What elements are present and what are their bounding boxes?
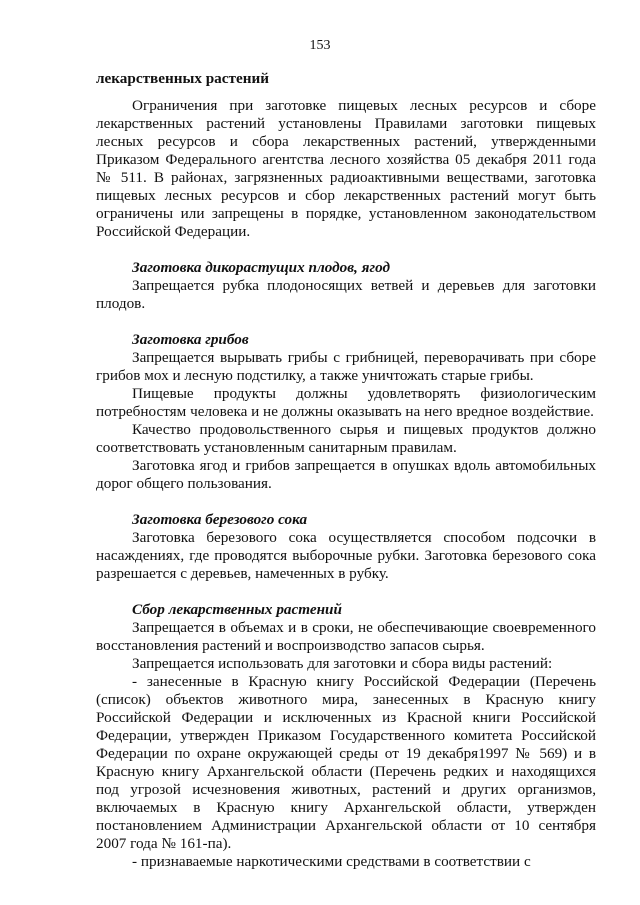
page-number: 153	[309, 38, 331, 53]
section-berries	[96, 259, 596, 313]
continued-heading: лекарственных растений	[96, 70, 269, 87]
paragraph: Заготовка ягод и грибов запрещается в опушках вдоль автомобильных дорог общего пользования.	[96, 457, 596, 492]
paragraph: Запрещается рубка плодоносящих ветвей и деревьев для заготовки плодов.	[96, 277, 596, 312]
paragraph: Запрещается использовать для заготовки и сбора виды растений:	[132, 655, 553, 672]
section-medicinal-plants	[96, 601, 596, 871]
section-title: Сбор лекарственных растений	[132, 601, 342, 618]
list-item: - признаваемые наркотическими средствами в соответствии с	[132, 853, 531, 870]
paragraph: Запрещается в объемах и в сроки, не обеспечивающие своевременного восстановления растений и воспроизводство запасов сырья.	[96, 619, 596, 654]
paragraph: Пищевые продукты должны удовлетворять физиологическим потребностям человека и не должны оказывать на него вредное воздействие.	[96, 385, 596, 420]
section-title: Заготовка грибов	[132, 331, 249, 348]
section-birch-sap	[96, 511, 596, 583]
section-title: Заготовка березового сока	[132, 511, 308, 528]
paragraph: Запрещается вырывать грибы с грибницей, переворачивать при сборе грибов мох и лесную подстилку, а также уничтожать старые грибы.	[96, 349, 596, 384]
intro-paragraph: Ограничения при заготовке пищевых лесных ресурсов и сборе лекарственных растений установлены Правилами заготовки пищевых лесных ресурсов и сбора лекарственных растений, утвержденными Приказом Федерального агентства лесного хозяйства 05 декабря 2011 года № 511. В районах, загрязненных радиоактивными веществами, заготовка пищевых лесных ресурсов и сбор лекарственных растений могут быть ограничены или запрещены в порядке, установленном законодательством Российской Федерации.	[96, 97, 596, 240]
paragraph: Заготовка березового сока осуществляется способом подсочки в насаждениях, где проводятся выборочные рубки. Заготовка березового сока разрешается с деревьев, намеченных в рубку.	[96, 529, 596, 582]
document-body	[96, 70, 596, 871]
list-item: - занесенные в Красную книгу Российской Федерации (Перечень (список) объектов животного мира, занесенных в Красную книгу Российской Федерации и исключенных из Красной книги Российской Федерации, утвержден Приказом Государственного комитета Российской Федерации по охране окружающей среды от 19 декабря1997 № 569) и в Красную книгу Архангельской области (Перечень редких и находящихся под угрозой исчезновения животных, растений и других организмов, включаемых в Красную книгу Архангельской области, утвержден постановлением Администрации Архангельской области от 10 сентября 2007 года № 161-па).	[96, 673, 596, 852]
paragraph: Качество продовольственного сырья и пищевых продуктов должно соответствовать установленным санитарным правилам.	[96, 421, 596, 456]
section-mushrooms	[96, 331, 596, 493]
section-title: Заготовка дикорастущих плодов, ягод	[132, 259, 391, 276]
